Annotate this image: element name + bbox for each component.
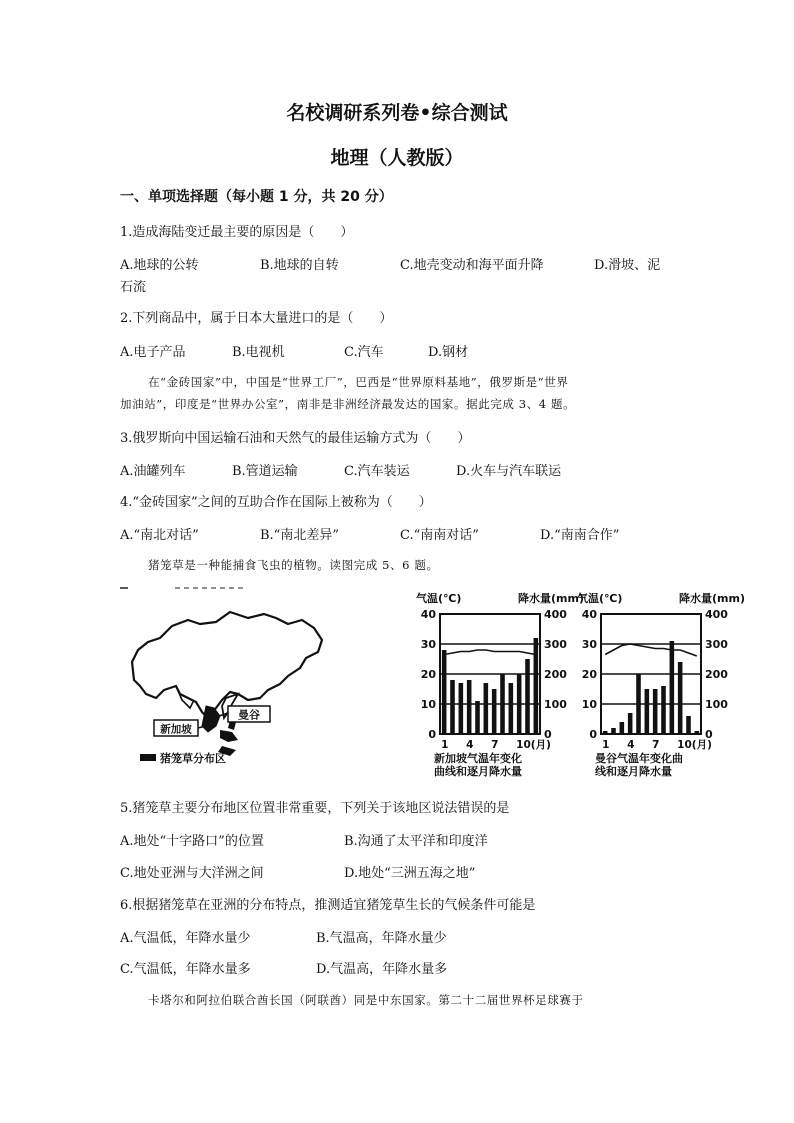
legend-swatch [140,754,156,761]
right-tick-label: 0 [544,728,552,741]
question-4: 4.“金砖国家”之间的互助合作在国际上被称为（ ） [120,495,432,510]
intro-5-6: 猪笼草是一种能捕食飞虫的植物。读图完成 5、6 题。 [148,558,439,572]
q5-option-b: B.沟通了太平洋和印度洋 [344,834,488,849]
left-tick-label: 20 [420,668,436,681]
q2-option-c: C.汽车 [344,345,384,360]
q4-option-d: D.“南南合作” [540,528,620,543]
q1-option-d-cont: 石流 [120,280,147,295]
precipitation-bar-5 [636,674,641,734]
right-tick-label: 400 [705,608,728,621]
left-tick-label: 30 [581,638,597,651]
right-tick-label: 300 [544,638,567,651]
precipitation-bar-5 [475,701,480,734]
precipitation-bar-12 [695,731,700,734]
singapore-climate-chart [414,582,586,782]
x-tick-label: 10(月) [677,739,712,751]
right-tick-label: 300 [705,638,728,651]
axis-label-precipitation: 降水量(mm) [518,592,584,605]
question-5: 5.猪笼草主要分布地区位置非常重要，下列关于该地区说法错误的是 [120,801,510,816]
axis-label-temperature: 气温(℃) [577,592,623,605]
question-1: 1.造成海陆变迁最主要的原因是（ ） [120,225,354,240]
map-legend-text: 猪笼草分布区 [160,752,226,765]
left-tick-label: 40 [581,608,597,621]
q3-option-c: C.汽车装运 [344,464,410,479]
temperature-curve [605,644,697,656]
q6-option-d: D.气温高，年降水量多 [316,962,448,977]
right-tick-label: 400 [544,608,567,621]
precipitation-bar-8 [661,686,666,734]
chart-title-line: 新加坡气温年变化 [434,752,522,765]
q6-option-a: A.气温低，年降水量少 [120,931,251,946]
q2-option-d: D.钢材 [428,345,469,360]
precipitation-bar-1 [442,650,447,734]
southeast-asia-distribution-area [202,706,220,732]
precipitation-bar-11 [686,716,691,734]
precipitation-bar-3 [620,722,625,734]
left-tick-label: 0 [428,728,436,741]
x-tick-label: 7 [491,739,499,751]
right-tick-label: 100 [544,698,567,711]
q6-option-b: B.气温高，年降水量少 [316,931,447,946]
intro-3-4-line1: 在“金砖国家”中，中国是“世界工厂”，巴西是“世界原料基地”，俄罗斯是“世界 [148,375,569,389]
x-tick-label: 1 [602,739,610,751]
precipitation-bar-9 [670,641,675,734]
q6-option-c: C.气温低，年降水量多 [120,962,251,977]
q1-option-d: D.滑坡、泥 [594,258,661,273]
page-subtitle: 地理（人教版） [330,147,464,169]
precipitation-bar-4 [467,680,472,734]
asia-outline [132,612,322,718]
question-2: 2.下列商品中，属于日本大量进口的是（ ） [120,311,393,326]
q4-option-a: A.“南北对话” [120,528,199,543]
precipitation-bar-11 [525,659,530,734]
left-tick-label: 40 [420,608,436,621]
precipitation-bar-10 [678,662,683,734]
axis-label-precipitation: 降水量(mm) [679,592,745,605]
precipitation-bar-1 [603,731,608,734]
question-6: 6.根据猪笼草在亚洲的分布特点，推测适宜猪笼草生长的气候条件可能是 [120,898,536,913]
question-3: 3.俄罗斯向中国运输石油和天然气的最佳运输方式为（ ） [120,431,471,446]
q1-option-a: A.地球的公转 [120,258,199,273]
bangkok-climate-chart [575,582,747,782]
left-tick-label: 30 [420,638,436,651]
left-tick-label: 20 [581,668,597,681]
chart-title-line: 线和逐月降水量 [595,765,672,778]
precipitation-bar-2 [611,728,616,734]
precipitation-bar-9 [509,683,514,734]
temperature-curve [444,650,536,655]
q1-option-b: B.地球的自转 [260,258,339,273]
chart-title-line: 曲线和逐月降水量 [434,765,522,778]
precipitation-bar-2 [450,680,455,734]
q3-option-a: A.油罐列车 [120,464,186,479]
x-tick-label: 4 [466,739,474,751]
chart-title-line: 曼谷气温年变化曲 [595,752,683,765]
precipitation-bar-3 [459,683,464,734]
precipitation-bar-12 [534,638,539,734]
map-label-singapore: 新加坡 [160,723,192,736]
right-tick-label: 200 [705,668,728,681]
axis-label-temperature: 气温(℃) [416,592,462,605]
intro-next: 卡塔尔和阿拉伯联合酋长国（阿联酋）同是中东国家。第二十二届世界杯足球赛于 [148,993,584,1007]
q2-option-b: B.电视机 [232,345,285,360]
q1-option-c: C.地壳变动和海平面升降 [400,258,544,273]
precipitation-bar-10 [517,674,522,734]
precipitation-bar-7 [492,689,497,734]
q3-option-d: D.火车与汽车联运 [456,464,562,479]
precipitation-bar-4 [628,713,633,734]
section-heading: 一、单项选择题（每小题 1 分，共 20 分） [120,189,393,205]
precipitation-bar-6 [484,683,489,734]
q5-option-c: C.地处亚洲与大洋洲之间 [120,866,264,881]
q3-option-b: B.管道运输 [232,464,298,479]
intro-3-4-line2: 加油站”，印度是“世界办公室”，南非是非洲经济最发达的国家。据此完成 3、4 题。 [120,397,576,411]
right-tick-label: 100 [705,698,728,711]
right-tick-label: 200 [544,668,567,681]
left-tick-label: 10 [420,698,436,711]
x-tick-label: 7 [652,739,660,751]
page-title: 名校调研系列卷•综合测试 [286,102,508,124]
q5-option-a: A.地处“十字路口”的位置 [120,834,264,849]
left-tick-label: 0 [589,728,597,741]
q2-option-a: A.电子产品 [120,345,186,360]
precipitation-bar-7 [653,689,658,734]
x-tick-label: 4 [627,739,635,751]
right-tick-label: 0 [705,728,713,741]
left-tick-label: 10 [581,698,597,711]
q5-option-d: D.地处“三洲五海之地” [344,866,476,881]
precipitation-bar-8 [500,674,505,734]
q4-option-b: B.“南北差异” [260,528,339,543]
x-tick-label: 10(月) [516,739,551,751]
map-label-bangkok: 曼谷 [238,708,260,722]
precipitation-bar-6 [645,689,650,734]
q4-option-c: C.“南南对话” [400,528,479,543]
x-tick-label: 1 [441,739,449,751]
asia-map-figure [120,582,410,782]
